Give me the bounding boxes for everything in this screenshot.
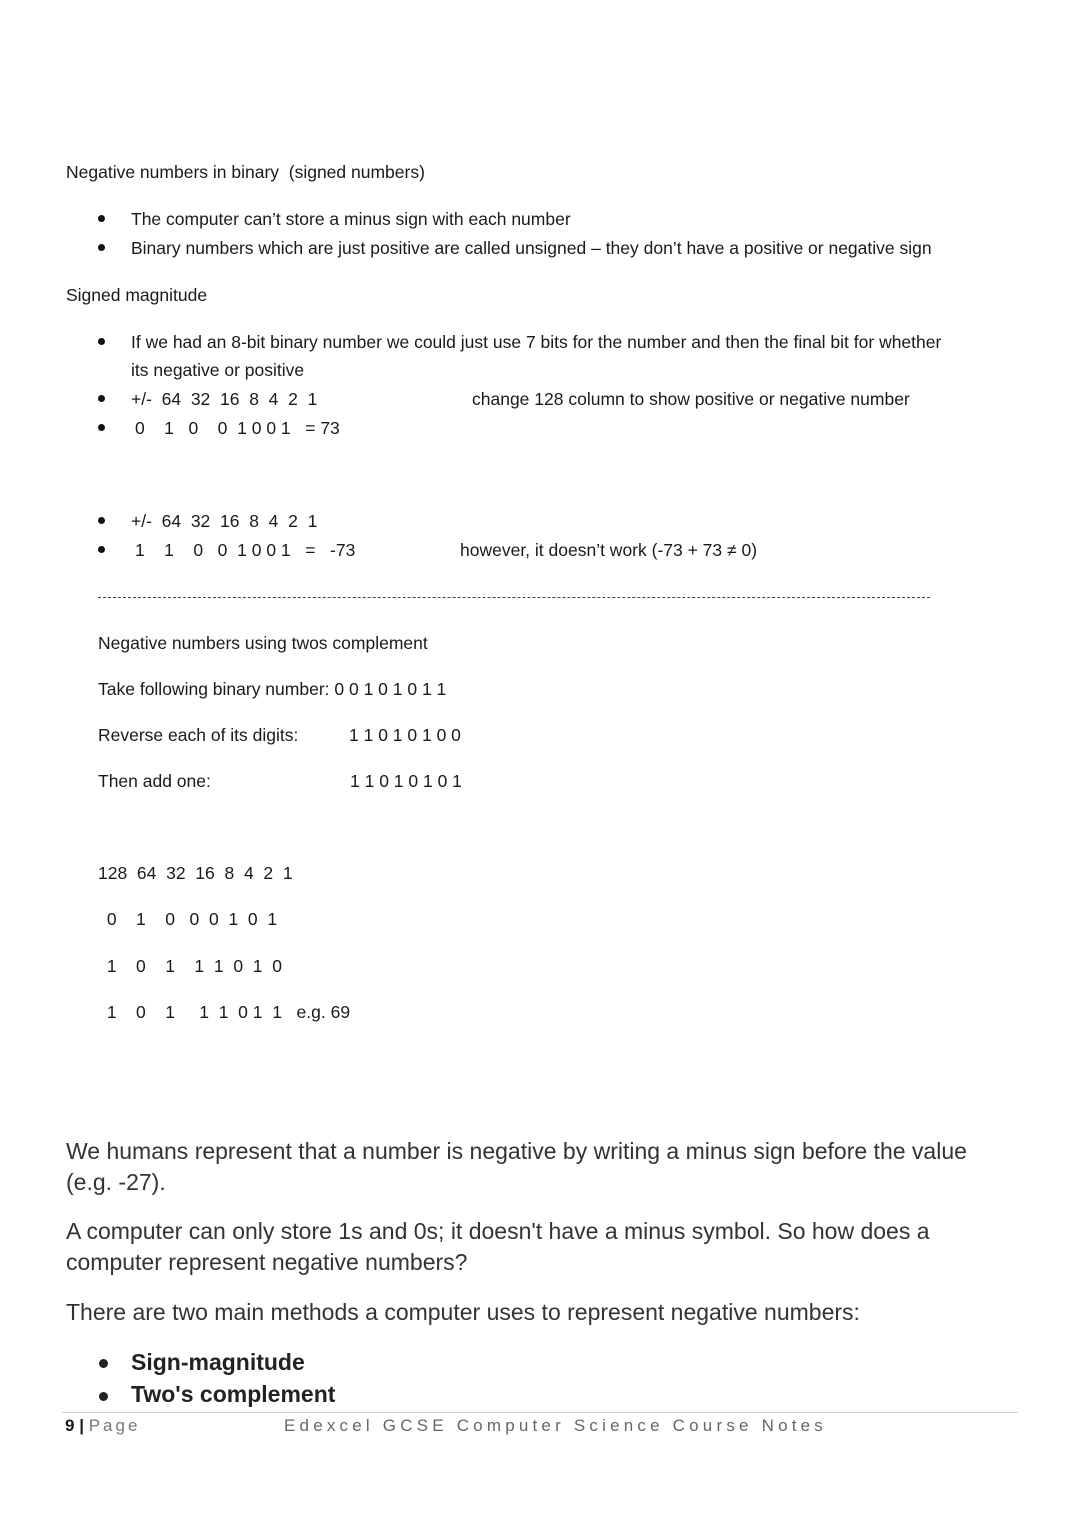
signed-magnitude-heading: Signed magnitude (66, 285, 208, 305)
binary-row-2: 1 0 1 1 1 0 1 0 (102, 956, 282, 976)
column-header-row-1: +/- 64 32 16 8 4 2 1 (131, 389, 318, 409)
bullet-icon (99, 1359, 108, 1368)
intro-bullet-1: The computer can’t store a minus sign with each number (131, 209, 571, 229)
take-value: 0 0 1 0 1 0 1 1 (334, 679, 447, 699)
bullet-icon (98, 546, 105, 553)
page-number-label (65, 1416, 140, 1436)
para1-line2: (e.g. -27). (66, 1169, 166, 1195)
reverse-label: Reverse each of its digits: (98, 725, 299, 745)
take-label: Take following binary number: (98, 679, 335, 699)
intro-bullet-2: Binary numbers which are just positive are called unsigned – they don’t have a positive or negative sign (131, 238, 932, 258)
para1-line1: We humans represent that a number is negative by writing a minus sign before the value (66, 1138, 967, 1164)
example-negative-73: 1 1 0 0 1 0 0 1 = -73 (135, 540, 356, 560)
page-number: 9 (65, 1416, 75, 1435)
signed-magnitude-bullet-line2: its negative or positive (131, 360, 305, 380)
para3: There are two main methods a computer uses to represent negative numbers: (66, 1299, 860, 1325)
page-word: Page (88, 1416, 141, 1435)
column-header-row-2: +/- 64 32 16 8 4 2 1 (131, 511, 318, 531)
take-number-line (98, 678, 446, 700)
bullet-icon (99, 1392, 108, 1401)
dashed-divider (98, 597, 930, 598)
footer-rule (62, 1412, 1018, 1413)
bullet-icon (98, 338, 105, 345)
add-one-value: 1 1 0 1 0 1 0 1 (350, 771, 462, 791)
binary-row-1: 0 1 0 0 0 1 0 1 (102, 909, 278, 929)
note-column-128: change 128 column to show positive or negative number (472, 389, 910, 409)
signed-magnitude-bullet-line1: If we had an 8-bit binary number we could just use 7 bits for the number and then the final bit for whether (131, 332, 942, 352)
bullet-icon (98, 215, 105, 222)
column-header-128: 128 64 32 16 8 4 2 1 (98, 863, 293, 883)
course-title: Edexcel GCSE Computer Science Course Notes (284, 1416, 828, 1435)
method-sign-magnitude: Sign-magnitude (131, 1349, 305, 1375)
reverse-value: 1 1 0 1 0 1 0 0 (349, 725, 461, 745)
para2-line2: computer represent negative numbers? (66, 1249, 468, 1275)
twos-complement-heading: Negative numbers using twos complement (98, 633, 428, 653)
page-separator: | (79, 1416, 84, 1435)
example-positive-73: 0 1 0 0 1 0 0 1 = 73 (135, 418, 340, 438)
para2-line1: A computer can only store 1s and 0s; it doesn't have a minus symbol. So how does a (66, 1218, 930, 1244)
bullet-icon (98, 517, 105, 524)
bullet-icon (98, 244, 105, 251)
bullet-icon (98, 395, 105, 402)
binary-row-3: 1 0 1 1 1 0 1 1 e.g. 69 (102, 1002, 351, 1022)
bullet-icon (98, 424, 105, 431)
note-doesnt-work: however, it doesn’t work (-73 + 73 ≠ 0) (460, 540, 758, 560)
section-heading: Negative numbers in binary (signed numbers) (66, 162, 425, 182)
add-one-label: Then add one: (98, 771, 211, 791)
method-twos-complement: Two's complement (131, 1381, 336, 1407)
